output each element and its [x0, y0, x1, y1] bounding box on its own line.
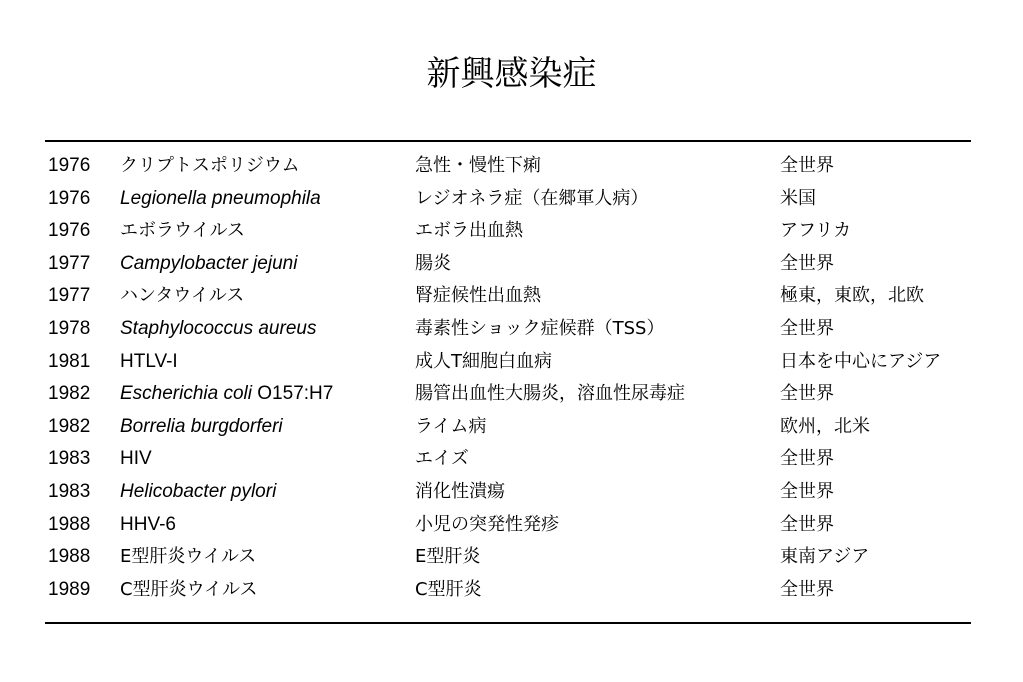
- emerging-infections-table: [45, 150, 971, 606]
- disease-cell: 毒素性ショック症候群（TSS）: [415, 317, 665, 339]
- page-title: 新興感染症: [426, 54, 597, 94]
- year-cell: 1982: [48, 383, 91, 405]
- table-row: [45, 411, 971, 444]
- disease-cell: 腎症候性出血熱: [415, 285, 541, 307]
- agent-cell: [120, 476, 276, 509]
- agent-cell: [120, 215, 245, 248]
- region-cell: 全世界: [780, 252, 834, 274]
- year-cell: 1983: [48, 448, 91, 470]
- agent-name: O157:H7: [252, 383, 334, 405]
- disease-cell: 小児の突発性発疹: [415, 513, 559, 535]
- agent-cell: [120, 411, 283, 444]
- agent-cell: [120, 313, 316, 346]
- year-cell: 1982: [48, 415, 91, 437]
- region-cell: 全世界: [780, 448, 834, 470]
- year-cell: 1977: [48, 252, 91, 274]
- year-cell: 1976: [48, 187, 91, 209]
- agent-cell: [120, 150, 300, 183]
- agent-name: E型肝炎ウイルス: [120, 546, 257, 568]
- agent-name: HIV: [120, 448, 152, 470]
- table-row: [45, 378, 971, 411]
- table-row: [45, 574, 971, 607]
- disease-cell: C型肝炎: [415, 578, 482, 600]
- year-cell: 1988: [48, 546, 91, 568]
- region-cell: 全世界: [780, 383, 834, 405]
- table-row: [45, 541, 971, 574]
- agent-name: HHV-6: [120, 513, 176, 535]
- disease-cell: エボラ出血熱: [415, 220, 523, 242]
- region-cell: 全世界: [780, 513, 834, 535]
- disease-cell: レジオネラ症（在郷軍人病）: [415, 187, 649, 209]
- year-cell: 1981: [48, 350, 91, 372]
- agent-cell: [120, 280, 244, 313]
- agent-cell: [120, 183, 321, 216]
- region-cell: 全世界: [780, 155, 834, 176]
- table-row: [45, 248, 971, 281]
- agent-name: HTLV-I: [120, 350, 178, 372]
- disease-cell: 急性・慢性下痢: [415, 155, 541, 176]
- agent-scientific-name: Campylobacter jejuni: [120, 252, 298, 274]
- table-row: [45, 443, 971, 476]
- region-cell: 極東，東欧，北欧: [780, 285, 924, 307]
- region-cell: 米国: [780, 187, 816, 209]
- year-cell: 1978: [48, 317, 91, 339]
- agent-name: エボラウイルス: [120, 220, 245, 242]
- agent-cell: [120, 443, 152, 476]
- table-row: [45, 215, 971, 248]
- table-row: [45, 183, 971, 216]
- region-cell: 日本を中心にアジア: [780, 350, 942, 372]
- table-bottom-rule: [45, 622, 971, 624]
- agent-cell: [120, 574, 258, 607]
- agent-scientific-name: Helicobacter pylori: [120, 480, 277, 502]
- year-cell: 1989: [48, 578, 91, 600]
- region-cell: 東南アジア: [780, 546, 870, 568]
- table-row: [45, 313, 971, 346]
- disease-cell: E型肝炎: [415, 546, 481, 568]
- disease-cell: 腸管出血性大腸炎，溶血性尿毒症: [415, 383, 685, 405]
- region-cell: 全世界: [780, 578, 834, 600]
- agent-cell: [120, 541, 256, 574]
- disease-cell: 成人T細胞白血病: [415, 350, 552, 372]
- year-cell: 1983: [48, 480, 91, 502]
- table-row: [45, 280, 971, 313]
- agent-name: ハンタウイルス: [120, 285, 245, 307]
- agent-scientific-name: Borrelia burgdorferi: [120, 415, 283, 437]
- table-row: [45, 346, 971, 379]
- agent-name: クリプトスポリジウム: [120, 155, 300, 176]
- table-row: [45, 476, 971, 509]
- disease-cell: エイズ: [415, 448, 469, 470]
- agent-scientific-name: Escherichia coli: [120, 383, 252, 405]
- agent-cell: [120, 248, 297, 281]
- year-cell: 1988: [48, 513, 91, 535]
- region-cell: アフリカ: [780, 220, 852, 242]
- disease-cell: ライム病: [415, 415, 487, 437]
- year-cell: 1976: [48, 155, 91, 176]
- year-cell: 1976: [48, 220, 91, 242]
- agent-cell: [120, 378, 333, 411]
- region-cell: 全世界: [780, 317, 834, 339]
- region-cell: 全世界: [780, 480, 834, 502]
- disease-cell: 腸炎: [415, 252, 451, 274]
- table-row: [45, 509, 971, 542]
- year-cell: 1977: [48, 285, 91, 307]
- agent-scientific-name: Staphylococcus aureus: [120, 317, 317, 339]
- table-top-rule: [45, 140, 971, 142]
- agent-cell: [120, 509, 176, 542]
- table-row: [45, 150, 971, 183]
- region-cell: 欧州，北米: [780, 415, 870, 437]
- disease-cell: 消化性潰瘍: [415, 480, 505, 502]
- agent-scientific-name: Legionella pneumophila: [120, 187, 321, 209]
- agent-name: C型肝炎ウイルス: [120, 578, 258, 600]
- agent-cell: [120, 346, 178, 379]
